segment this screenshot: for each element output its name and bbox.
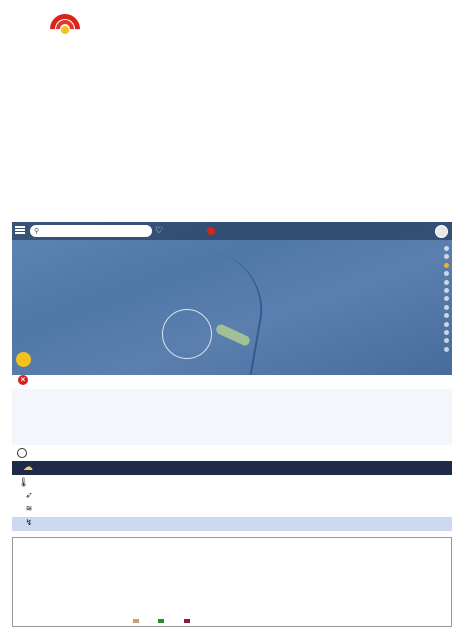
- layer-item[interactable]: [398, 345, 452, 353]
- legend-swatch: [133, 619, 139, 623]
- sat-logo: [6, 10, 124, 110]
- wind-direction-row: [12, 489, 452, 503]
- gust-icon: ↯: [25, 518, 33, 527]
- pbl-legend: [133, 618, 383, 623]
- layer-item[interactable]: [398, 252, 452, 260]
- layer-item[interactable]: [398, 278, 452, 286]
- layer-item[interactable]: [398, 320, 452, 328]
- layer-item[interactable]: [398, 311, 452, 319]
- wind-gust-row: [12, 517, 452, 531]
- search-icon: ⚲: [34, 228, 40, 235]
- layer-item[interactable]: [398, 336, 452, 344]
- menu-icon[interactable]: [15, 226, 25, 234]
- wind-icon: ≋: [25, 504, 33, 513]
- pbl-chart: [12, 537, 452, 627]
- cloud-icon: ☁: [23, 462, 33, 473]
- close-icon[interactable]: ×: [18, 375, 28, 385]
- layer-item[interactable]: [398, 294, 452, 302]
- windy-map[interactable]: [12, 222, 452, 375]
- layer-item[interactable]: [398, 269, 452, 277]
- layer-list: [398, 244, 452, 353]
- weather-icon-row: [12, 461, 452, 475]
- hour-row: [12, 445, 452, 461]
- focus-circle: [162, 309, 212, 359]
- layer-item[interactable]: [398, 328, 452, 336]
- clock-icon: [17, 448, 27, 458]
- parana-river: [152, 244, 271, 375]
- day-headers: [32, 381, 452, 389]
- legend-swatch: [184, 619, 190, 623]
- avatar[interactable]: [435, 225, 448, 238]
- layer-item[interactable]: [398, 261, 452, 269]
- layer-item[interactable]: [398, 286, 452, 294]
- warning-icon[interactable]: [16, 352, 31, 367]
- pbl-plot: [13, 538, 453, 628]
- search-input[interactable]: [30, 225, 152, 237]
- altitude-wind-heatmap: [12, 389, 452, 445]
- header: [0, 0, 463, 115]
- signal-dot-icon: [61, 26, 69, 34]
- forecast-panel: [12, 375, 452, 533]
- layer-item[interactable]: [398, 244, 452, 252]
- windy-logo-icon: [207, 227, 215, 235]
- wind-speed-row: [12, 503, 452, 517]
- layer-item[interactable]: [398, 303, 452, 311]
- favorite-icon[interactable]: ♡: [155, 225, 164, 235]
- temperature-row: [12, 475, 452, 489]
- thermometer-icon: 🌡: [18, 477, 30, 487]
- legend-swatch: [158, 619, 164, 623]
- wind-direction-icon: ➶: [25, 490, 33, 500]
